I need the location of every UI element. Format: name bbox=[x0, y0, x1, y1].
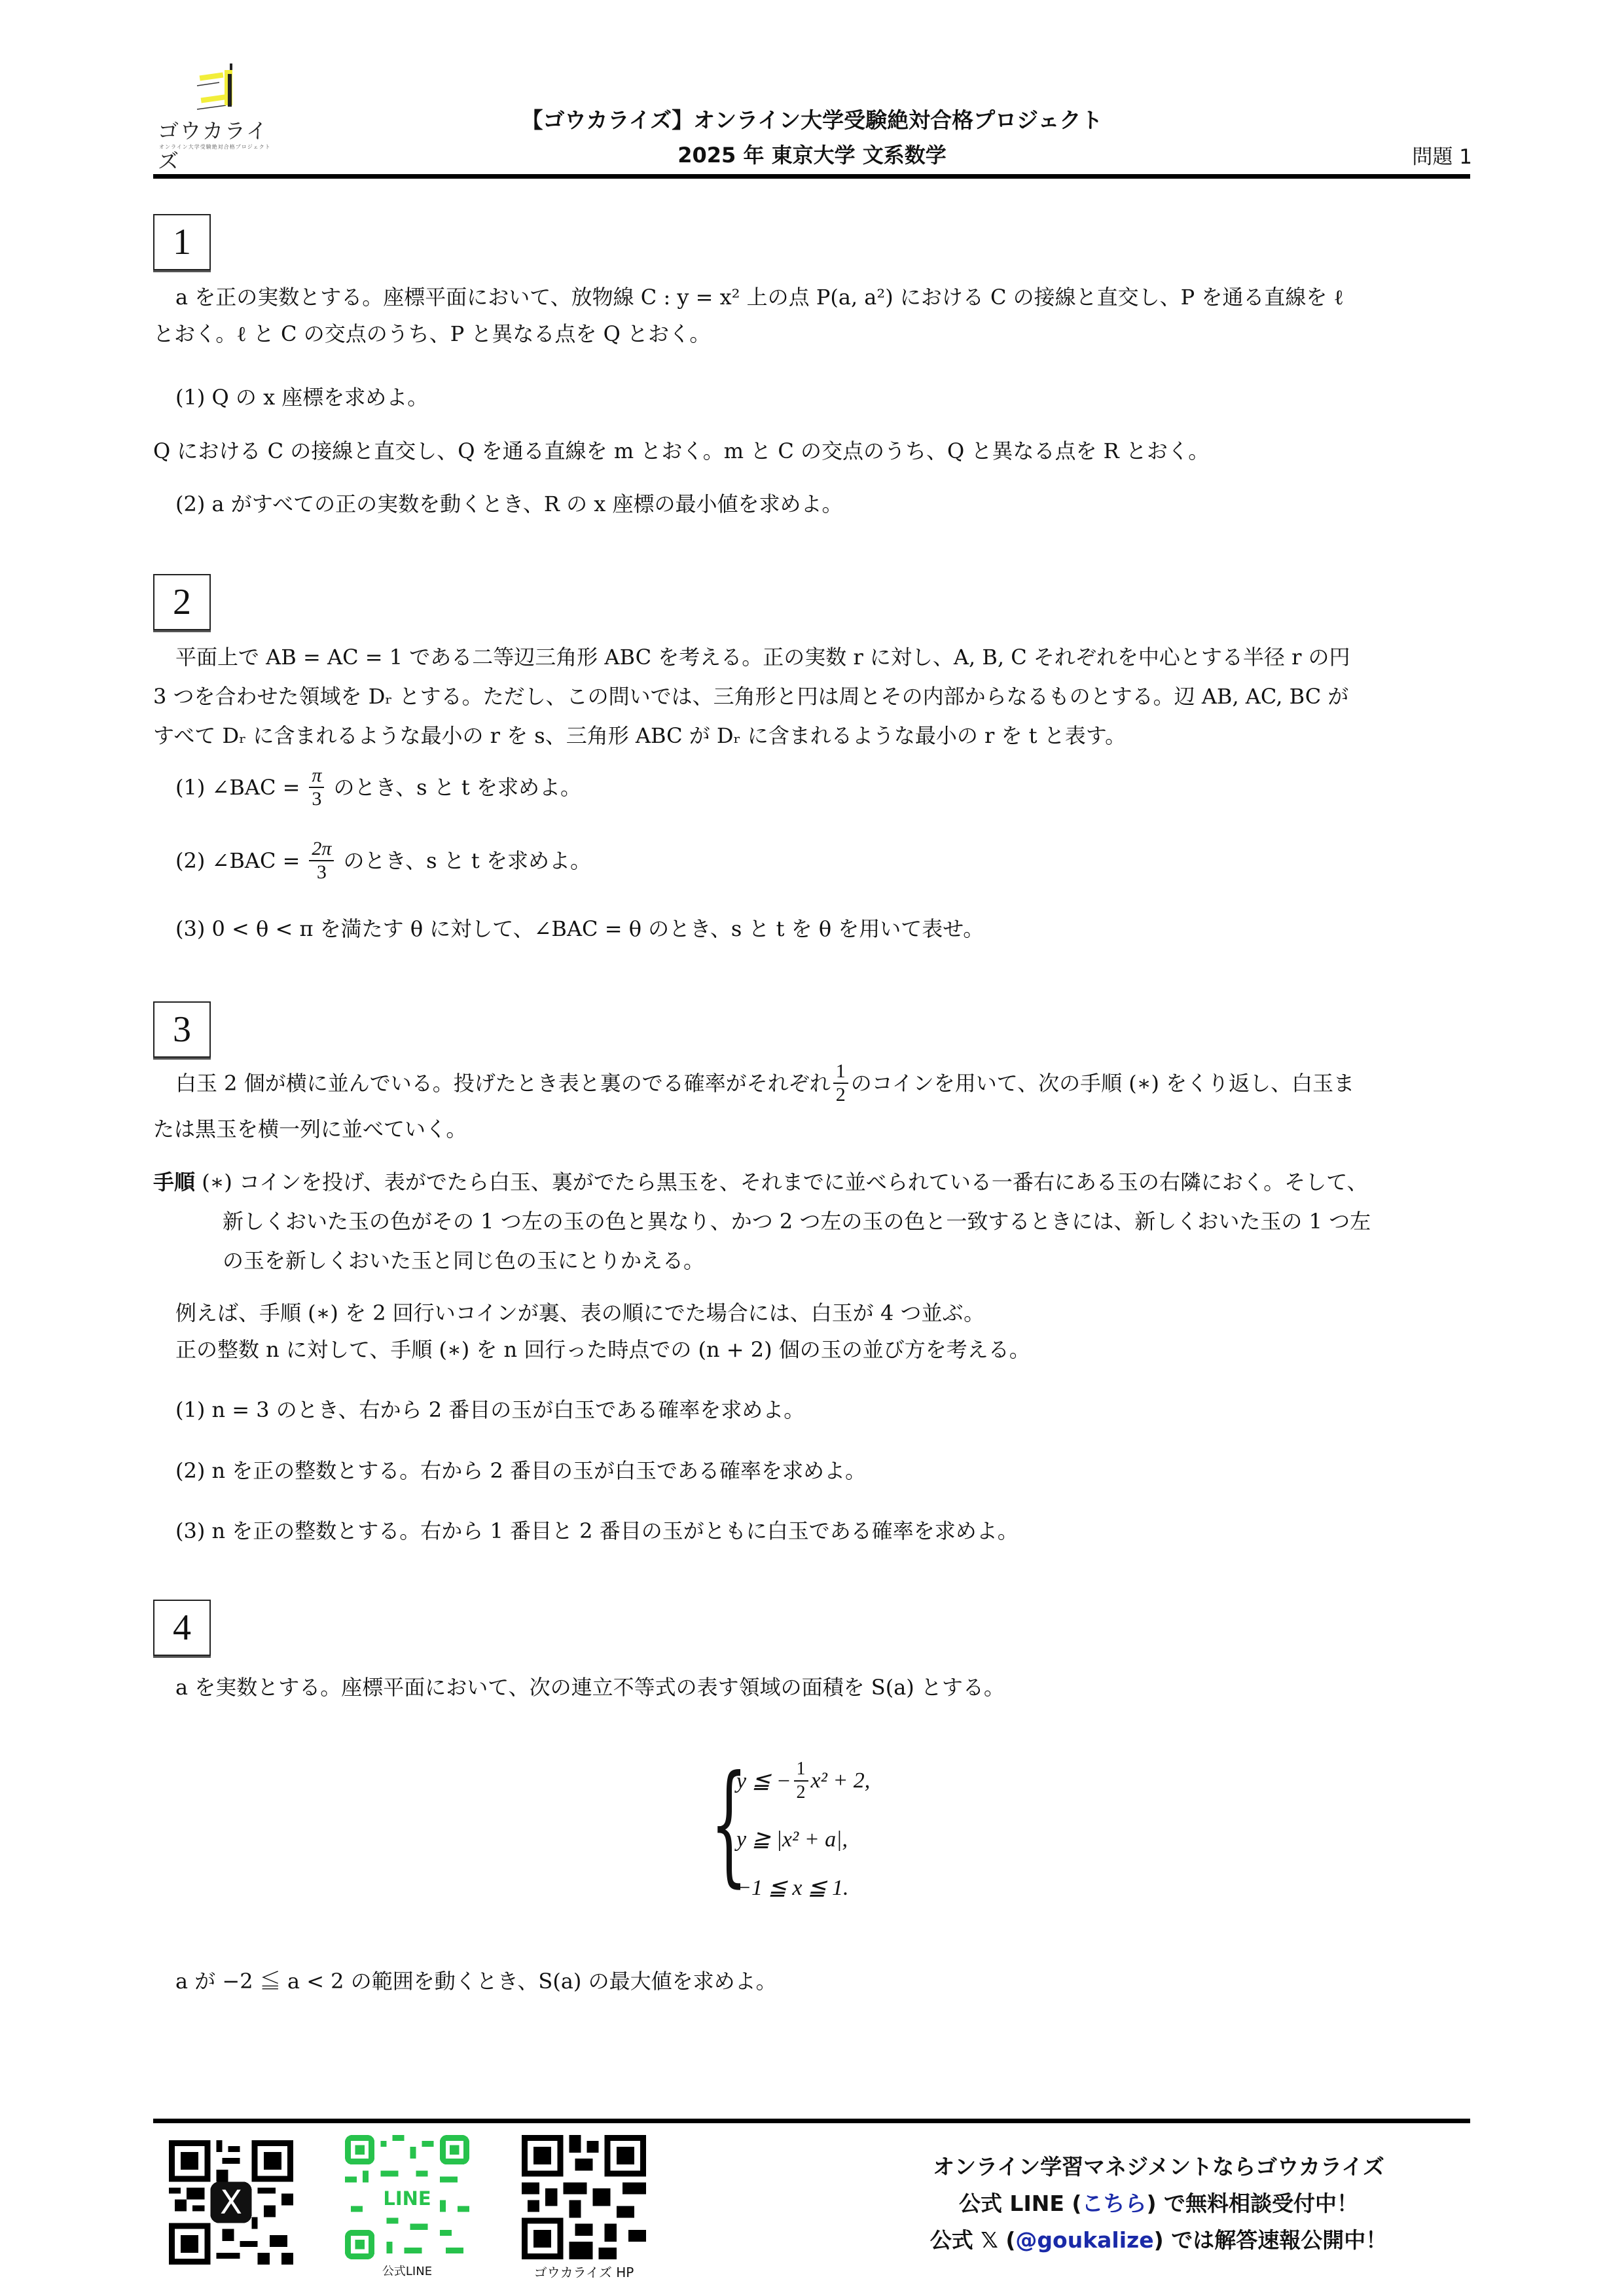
footer-text: 公式 𝕏 ( bbox=[929, 2227, 1016, 2253]
question-suffix: のとき、s と t を求めよ。 bbox=[343, 848, 591, 873]
problem-4-number-box bbox=[153, 1600, 211, 1656]
problem-1-number-box bbox=[153, 214, 211, 270]
fraction-numerator: 1 bbox=[833, 1060, 848, 1084]
footer-text: 公式 LINE ( bbox=[958, 2191, 1082, 2216]
problem-3-setup: 正の整数 n に対して、手順 (∗) を n 回行った時点での (n + 2) 個の玉の並び方を考える。 bbox=[175, 1337, 1030, 1362]
problem-3-question-2: (2) n を正の整数とする。右から 2 番目の玉が白玉である確率を求めよ。 bbox=[175, 1458, 866, 1483]
footer-promo bbox=[831, 2149, 1486, 2259]
problem-2-question-3: (3) 0 < θ < π を満たす θ に対して、∠BAC = θ のとき、s と t を θ を用いて表せ。 bbox=[175, 916, 984, 941]
problem-3-example: 例えば、手順 (∗) を 2 回行いコインが裏、表の順にでた場合には、白玉が 4 つ並ぶ。 bbox=[175, 1300, 985, 1325]
problem-3-question-1: (1) n = 3 のとき、右から 2 番目の玉が白玉である確率を求めよ。 bbox=[175, 1397, 805, 1422]
procedure-mark: (∗) bbox=[202, 1170, 232, 1194]
exam-subtitle: 2025 年 東京大学 文系数学 bbox=[677, 143, 947, 168]
problem-2-question-2 bbox=[175, 838, 591, 884]
footer-text: ) で無料相談受付中！ bbox=[1146, 2191, 1359, 2216]
problem-1-question-2: (2) a がすべての正の実数を動くとき、R の x 座標の最小値を求めよ。 bbox=[175, 492, 843, 516]
fraction-denominator: 3 bbox=[312, 788, 322, 810]
problem-2-intro-line2: 3 つを合わせた領域を Dᵣ とする。ただし、この問いでは、三角形と円は周とその内部からなるものとする。辺 AB, AC, BC が bbox=[153, 684, 1349, 709]
fraction bbox=[309, 764, 324, 810]
intro-text: 白玉 2 個が横に並んでいる。投げたとき表と裏のでる確率がそれぞれ bbox=[175, 1071, 831, 1096]
problem-3-procedure-line3: の玉を新しくおいた玉と同じ色の玉にとりかえる。 bbox=[223, 1248, 705, 1273]
inequality-row-1 bbox=[736, 1758, 870, 1804]
problem-number: 4 bbox=[173, 1607, 191, 1648]
footer-line-3 bbox=[831, 2222, 1486, 2259]
logo-tagline: オンライン大学受験絶対合格プロジェクト bbox=[159, 144, 271, 150]
problem-3-intro-line2: たは黒玉を横一列に並べていく。 bbox=[153, 1117, 467, 1141]
problem-1-middle-text: Q における C の接線と直交し、Q を通る直線を m とおく。m と C の交点のうち、Q と異なる点を R とおく。 bbox=[153, 439, 1210, 463]
fraction-numerator: 2π bbox=[309, 838, 334, 861]
fraction-denominator: 3 bbox=[316, 861, 327, 883]
fraction bbox=[833, 1060, 848, 1106]
header-rule bbox=[153, 174, 1470, 179]
problem-3-procedure bbox=[153, 1163, 1482, 1201]
procedure-text: コインを投げ、表がでたら白玉、裏がでたら黒玉を、それまでに並べられている一番右にある玉の右隣におく。そして、 bbox=[239, 1170, 1368, 1194]
question-prefix: (1) ∠BAC = bbox=[175, 775, 300, 800]
x-logo-icon: X bbox=[219, 2183, 243, 2222]
problem-1-question-1: (1) Q の x 座標を求めよ。 bbox=[175, 385, 429, 410]
qr-code-icon bbox=[522, 2135, 646, 2259]
document-title: 【ゴウカライズ】オンライン大学受験絶対合格プロジェクト bbox=[521, 107, 1103, 133]
problem-2-number-box bbox=[153, 574, 211, 630]
problem-4-question: a が −2 ≦ a < 2 の範囲を動くとき、S(a) の最大値を求めよ。 bbox=[175, 1969, 777, 1994]
inequality-rhs: x² + 2, bbox=[810, 1768, 871, 1793]
problem-3-procedure-line2: 新しくおいた玉の色がその 1 つ左の玉の色と異なり、かつ 2 つ左の玉の色と一致するときには、新しくおいた玉の 1 つ左 bbox=[223, 1209, 1371, 1234]
problem-number: 3 bbox=[173, 1009, 191, 1050]
line-qr-code[interactable] bbox=[342, 2135, 473, 2279]
page-label: 問題 1 bbox=[1412, 145, 1472, 169]
problem-4-intro: a を実数とする。座標平面において、次の連立不等式の表す領域の面積を S(a) とする。 bbox=[175, 1675, 1005, 1700]
problem-number: 1 bbox=[173, 222, 191, 262]
problem-3-question-3: (3) n を正の整数とする。右から 1 番目と 2 番目の玉がともに白玉である確率を求めよ。 bbox=[175, 1518, 1019, 1543]
line-qr-caption: 公式LINE bbox=[382, 2265, 433, 2278]
problem-2-question-1 bbox=[175, 764, 581, 810]
problem-1-intro-line2: とおく。ℓ と C の交点のうち、P と異なる点を Q とおく。 bbox=[153, 321, 711, 346]
qr-code-icon bbox=[169, 2140, 293, 2265]
problem-2-intro-line3: すべて Dᵣ に含まれるような最小の r を s、三角形 ABC が Dᵣ に含まれるような最小の r を t と表す。 bbox=[153, 723, 1127, 748]
fraction bbox=[794, 1758, 808, 1804]
hp-qr-caption: ゴウカライズ HP bbox=[533, 2265, 634, 2280]
intro-text: のコインを用いて、次の手順 (∗) をくり返し、白玉ま bbox=[850, 1071, 1355, 1096]
question-suffix: のとき、s と t を求めよ。 bbox=[333, 775, 581, 800]
fraction-denominator: 2 bbox=[835, 1084, 846, 1105]
logo-wordmark: ゴウカライズ bbox=[158, 118, 269, 173]
problem-3-number-box bbox=[153, 1001, 211, 1058]
problem-3-intro-line1 bbox=[175, 1060, 1478, 1106]
inequality-system bbox=[710, 1746, 959, 1910]
footer-rule bbox=[153, 2119, 1470, 2123]
line-logo-icon: LINE bbox=[383, 2187, 431, 2210]
x-account-link[interactable]: @goukalize bbox=[1015, 2227, 1154, 2253]
line-link[interactable]: こちら bbox=[1081, 2191, 1147, 2216]
fraction bbox=[309, 838, 334, 884]
left-brace-icon: { bbox=[710, 1748, 748, 1900]
problem-1-intro-line1: a を正の実数とする。座標平面において、放物線 C : y = x² 上の点 P(a, a²) における C の接線と直交し、P を通る直線を ℓ bbox=[175, 285, 1344, 310]
fraction-numerator: 1 bbox=[794, 1758, 808, 1782]
footer-line-2 bbox=[831, 2185, 1486, 2222]
x-qr-code[interactable] bbox=[169, 2140, 293, 2267]
qr-code-icon bbox=[345, 2135, 469, 2259]
footer-text: ) では解答速報公開中！ bbox=[1153, 2227, 1388, 2253]
hp-qr-code[interactable] bbox=[518, 2135, 649, 2281]
fraction-numerator: π bbox=[309, 764, 324, 788]
fraction-denominator: 2 bbox=[796, 1782, 806, 1803]
procedure-label: 手順 bbox=[153, 1170, 196, 1194]
inequality-row-2: y ≧ |x² + a|, bbox=[736, 1827, 848, 1852]
problem-2-intro-line1: 平面上で AB = AC = 1 である二等辺三角形 ABC を考える。正の実数 r に対し、A, B, C それぞれを中心とする半径 r の円 bbox=[175, 645, 1350, 670]
inequality-lhs: y ≦ − bbox=[736, 1769, 791, 1793]
question-prefix: (2) ∠BAC = bbox=[175, 848, 300, 873]
footer-line-1: オンライン学習マネジメントならゴウカライズ bbox=[933, 2154, 1384, 2179]
problem-number: 2 bbox=[173, 582, 191, 622]
inequality-row-3: −1 ≦ x ≦ 1. bbox=[736, 1876, 849, 1900]
